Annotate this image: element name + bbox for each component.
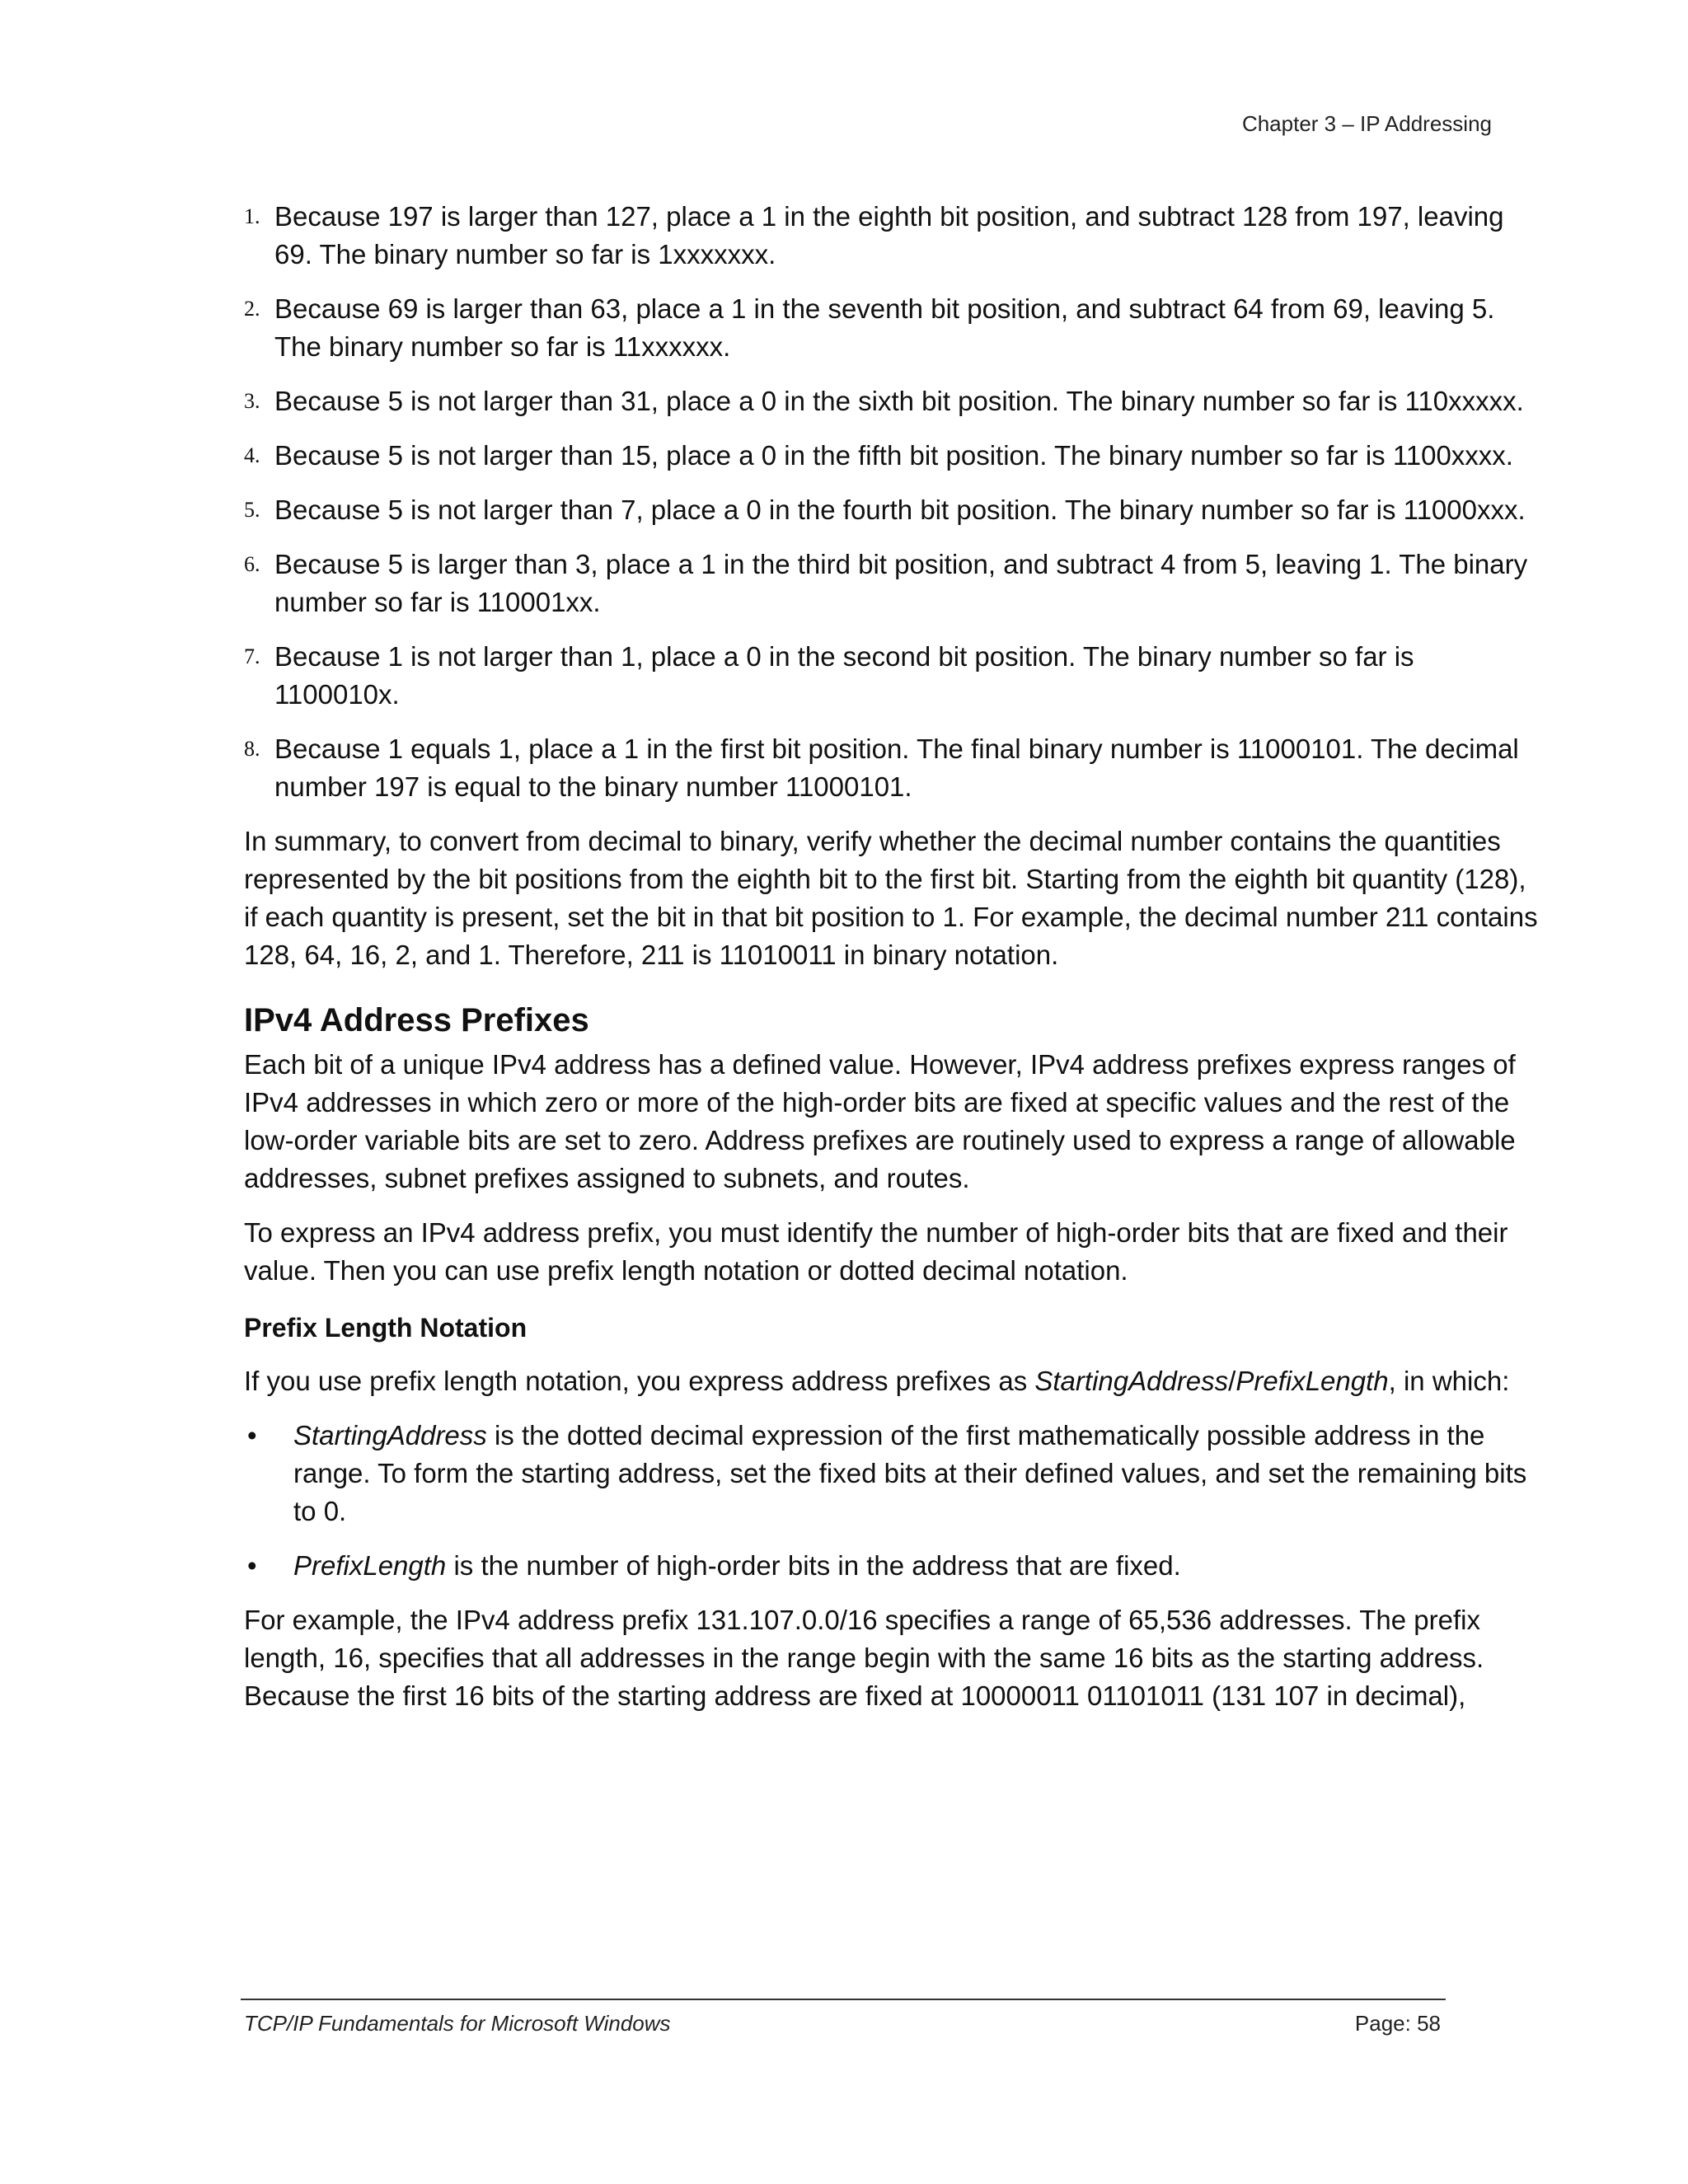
subsection-intro xyxy=(244,1362,1546,1400)
definition-term: PrefixLength xyxy=(293,1550,447,1581)
list-item xyxy=(244,382,1546,420)
footer-divider xyxy=(241,1999,1446,2000)
intro-slash: / xyxy=(1228,1366,1236,1396)
list-item-text: Because 69 is larger than 63, place a 1 in the seventh bit position, and subtract 64 from 69, leaving 5. The binary number so far is 11xxxxxx. xyxy=(274,293,1495,362)
definition-text: is the dotted decimal expression of the first mathematically possible address in the range. To form the starting address, set the fixed bits at their defined values, and set the remaining bits to 0. xyxy=(293,1420,1527,1526)
list-item-text: Because 5 is not larger than 31, place a 0 in the sixth bit position. The binary number so far is 110xxxxx. xyxy=(274,386,1524,416)
section-heading: IPv4 Address Prefixes xyxy=(244,1002,589,1038)
list-item xyxy=(244,638,1546,714)
page-body xyxy=(244,198,1546,1732)
list-item-text: Because 1 is not larger than 1, place a 0 in the second bit position. The binary number so far is 1100010x. xyxy=(274,641,1414,710)
list-item xyxy=(244,1547,1546,1585)
list-item-text: Because 5 is not larger than 15, place a 0 in the fifth bit position. The binary number so far is 1100xxxx. xyxy=(274,440,1513,471)
conversion-steps-list xyxy=(244,198,1546,806)
bullet-icon: • xyxy=(247,1420,257,1451)
list-item-text: Because 5 is larger than 3, place a 1 in the third bit position, and subtract 4 from 5, leaving 1. The binary number so far is 110001xx. xyxy=(274,549,1528,617)
page-number: Page: 58 xyxy=(1354,2011,1441,2036)
list-item-text: Because 1 equals 1, place a 1 in the first bit position. The final binary number is 11000101. The decimal number 197 is equal to the binary number 11000101. xyxy=(274,733,1519,802)
list-number: 6. xyxy=(244,552,260,576)
list-number: 4. xyxy=(244,443,260,467)
list-item-text: Because 5 is not larger than 7, place a 0 in the fourth bit position. The binary number so far is 11000xxx. xyxy=(274,494,1526,525)
summary-paragraph: In summary, to convert from decimal to binary, verify whether the decimal number contains the quantities represented by the bit positions from the eighth bit to the first bit. Starting from the eighth bit quantity (128), if each quantity is present, set the bit in that bit position to 1. For example, the decimal number 211 contains 128, 64, 16, 2, and 1. Therefore, 211 is 11010011 in binary notation. xyxy=(244,826,1538,970)
list-number: 3. xyxy=(244,389,260,413)
definition-list xyxy=(244,1417,1546,1585)
list-number: 8. xyxy=(244,737,260,761)
footer-title: TCP/IP Fundamentals for Microsoft Windows xyxy=(244,2011,671,2036)
list-item xyxy=(244,437,1546,475)
list-item xyxy=(244,198,1546,274)
section-paragraph: To express an IPv4 address prefix, you must identify the number of high-order bits that are fixed and their value. Then you can use prefix length notation or dotted decimal notation. xyxy=(244,1217,1508,1286)
intro-term: PrefixLength xyxy=(1236,1366,1389,1396)
list-number: 2. xyxy=(244,297,260,321)
intro-term: StartingAddress xyxy=(1034,1366,1229,1396)
list-number: 7. xyxy=(244,644,260,668)
list-item xyxy=(244,730,1546,806)
list-item xyxy=(244,546,1546,621)
list-number: 1. xyxy=(244,204,260,228)
list-item xyxy=(244,491,1546,529)
list-item xyxy=(244,290,1546,366)
definition-text: is the number of high-order bits in the address that are fixed. xyxy=(446,1550,1181,1581)
section-paragraph: Each bit of a unique IPv4 address has a defined value. However, IPv4 address prefixes express ranges of IPv4 addresses in which zero or more of the high-order bits are fixed at specific values and the rest of the low-order variable bits are set to zero. Address prefixes are routinely used to express a range of allowable addresses, subnet prefixes assigned to subnets, and routes. xyxy=(244,1049,1516,1193)
list-item xyxy=(244,1417,1546,1530)
intro-text: If you use prefix length notation, you express address prefixes as xyxy=(244,1366,1035,1396)
running-header: Chapter 3 – IP Addressing xyxy=(1241,111,1492,136)
intro-text: , in which: xyxy=(1388,1366,1510,1396)
list-item-text: Because 197 is larger than 127, place a 1 in the eighth bit position, and subtract 128 from 197, leaving 69. The binary number so far is 1xxxxxxx. xyxy=(274,201,1504,269)
example-paragraph: For example, the IPv4 address prefix 131.107.0.0/16 specifies a range of 65,536 addresses. The prefix length, 16, specifies that all addresses in the range begin with the same 16 bits as the starting address. Because the first 16 bits of the starting address are fixed at 10000011 01101011 (131 107 in decimal), xyxy=(244,1605,1484,1711)
bullet-icon: • xyxy=(247,1550,257,1581)
list-number: 5. xyxy=(244,498,260,522)
subsection-heading: Prefix Length Notation xyxy=(244,1313,528,1343)
definition-term: StartingAddress xyxy=(293,1420,487,1451)
